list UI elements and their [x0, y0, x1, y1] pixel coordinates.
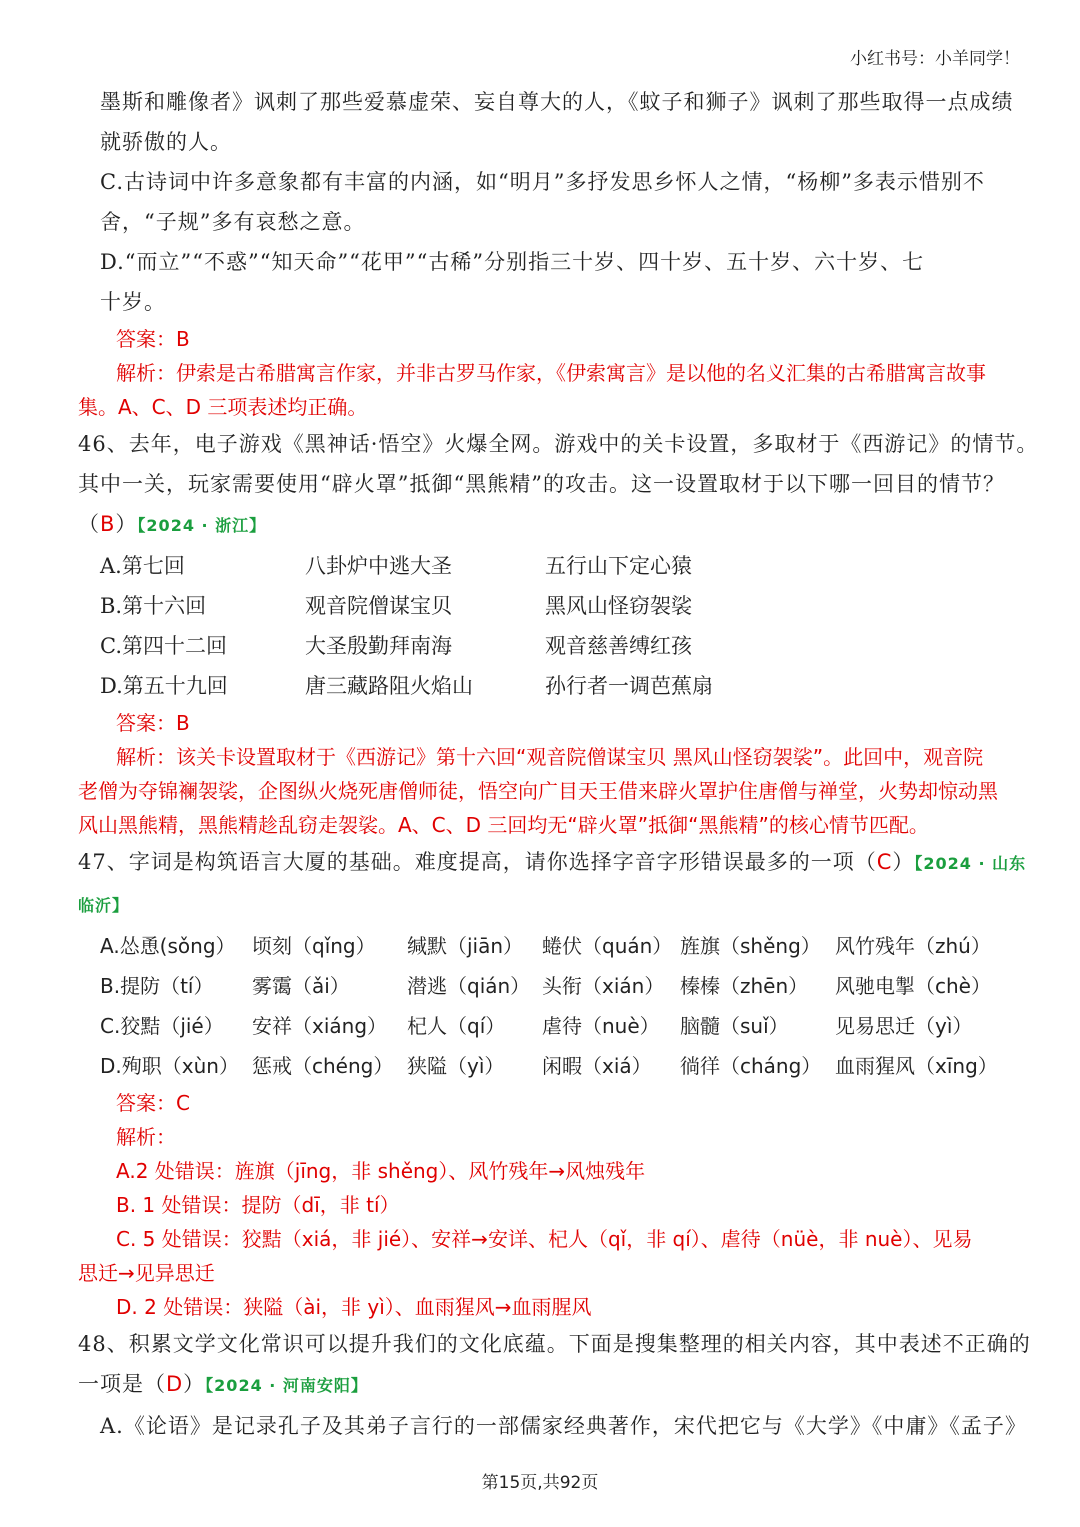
- option-title-2: 五行山下定心猿: [545, 554, 692, 578]
- prev-line-1: 墨斯和雕像者》讽刺了那些爱慕虚荣、妄自尊大的人，《蚊子和狮子》讽刺了那些取得一点成绩: [100, 90, 1014, 114]
- option-title-1: 观音院僧谋宝贝: [305, 594, 452, 618]
- q48-option-a: A.《论语》是记录孔子及其弟子言行的一部儒家经典著作，宋代把它与《大学》《中庸》《孟子》: [100, 1414, 1027, 1438]
- prev-line-2: 就骄傲的人。: [100, 130, 232, 154]
- q46-line-1: 46、去年，电子游戏《黑神话·悟空》火爆全网。游戏中的关卡设置，多取材于《西游记》的情节。: [78, 432, 1039, 456]
- option-title-2: 观音慈善缚红孩: [545, 634, 692, 658]
- word-cell: 蜷伏（quán）: [542, 934, 673, 958]
- page-header: 小红书号：小羊同学！: [850, 49, 1020, 69]
- q47-line-1: [78, 842, 1027, 884]
- option-label: D.第五十九回: [100, 674, 228, 698]
- word-cell: 杞人（qí）: [407, 1014, 506, 1038]
- q47-analysis-b: B. 1 处错误：提防（dī，非 tí）: [116, 1193, 400, 1217]
- option-label: A.第七回: [100, 554, 185, 578]
- word-cell: 顷刻（qǐng）: [252, 934, 376, 958]
- q46-option-b: [78, 586, 1008, 626]
- q47-source-1: 【2024 · 山东: [914, 854, 1027, 873]
- word-cell: 血雨猩风（xīng）: [835, 1054, 998, 1078]
- word-cell: 旌旗（shěng）: [680, 934, 821, 958]
- word-cell: 缄默（jiān）: [407, 934, 524, 958]
- q46-analysis-3: 风山黑熊精，黑熊精趁乱窃走袈裟。A、C、D 三回均无“辟火罩”抵御“黑熊精”的核心情节匹配。: [78, 813, 929, 837]
- q47-choice: C: [876, 850, 893, 874]
- option-title-2: 黑风山怪窃袈裟: [545, 594, 692, 618]
- word-cell: 风竹残年（zhú）: [835, 934, 991, 958]
- q47-row-d: [78, 1046, 1008, 1086]
- q47-analysis-label: 解析：: [116, 1125, 176, 1149]
- q48-line-1: 48、积累文学文化常识可以提升我们的文化底蕴。下面是搜集整理的相关内容，其中表述不正确的: [78, 1332, 1031, 1356]
- word-cell: 榛榛（zhēn）: [680, 974, 809, 998]
- prev-analysis-2: 集。A、C、D 三项表述均正确。: [78, 395, 368, 419]
- q46-answer: 答案：B: [116, 711, 190, 735]
- option-label: B.第十六回: [100, 594, 207, 618]
- paren-close: ）: [183, 1372, 206, 1396]
- word-cell: B.提防（tí）: [100, 974, 214, 998]
- word-cell: 见易思迁（yì）: [835, 1014, 973, 1038]
- word-cell: 虐待（nuè）: [542, 1014, 660, 1038]
- word-cell: C.狡黠（jié）: [100, 1014, 224, 1038]
- word-cell: 脑髓（suǐ）: [680, 1014, 789, 1038]
- word-cell: 惩戒（chéng）: [252, 1054, 394, 1078]
- q46-option-c: [78, 626, 1008, 666]
- paren-close: ）: [892, 850, 915, 874]
- prev-option-c-1: C.古诗词中许多意象都有丰富的内涵，如“明月”多抒发思乡怀人之情，“杨柳”多表示惜别不: [100, 170, 985, 194]
- q46-analysis-2: 老僧为夺锦襕袈裟，企图纵火烧死唐僧师徒，悟空向广目天王借来辟火罩护住唐僧与禅堂，火势却惊动黑: [78, 779, 998, 803]
- q46-analysis-1: 解析：该关卡设置取材于《西游记》第十六回“观音院僧谋宝贝 黑风山怪窃袈裟”。此回中，观音院: [116, 745, 984, 769]
- word-cell: 徜徉（cháng）: [680, 1054, 822, 1078]
- word-cell: 狭隘（yì）: [407, 1054, 505, 1078]
- q48-source: 【2024 · 河南安阳】: [205, 1376, 368, 1395]
- q47-stem: 47、字词是构筑语言大厦的基础。难度提高，请你选择字音字形错误最多的一项（: [78, 850, 877, 874]
- q48-stem-end: 一项是（: [78, 1372, 166, 1396]
- word-cell: 雾霭（ǎi）: [252, 974, 350, 998]
- q47-row-b: [78, 966, 1008, 1006]
- q47-source-2: 临沂】: [78, 896, 130, 915]
- paren-open: （: [78, 512, 100, 536]
- word-cell: D.殉职（xùn）: [100, 1054, 239, 1078]
- q47-line-2: [78, 884, 1008, 926]
- prev-option-d-1: D.“而立”“不惑”“知天命”“花甲”“古稀”分别指三十岁、四十岁、五十岁、六十岁、七: [100, 250, 925, 274]
- word-cell: 闲暇（xiá）: [542, 1054, 652, 1078]
- page-content: [78, 82, 1039, 1446]
- q47-answer: 答案：C: [116, 1091, 190, 1115]
- option-title-1: 八卦炉中逃大圣: [305, 554, 452, 578]
- q48-line-2: [78, 1364, 1008, 1406]
- option-title-2: 孙行者一调芭蕉扇: [545, 674, 713, 698]
- q47-analysis-c-1: C. 5 处错误：狡黠（xiá，非 jié）、安祥→安详、杞人（qǐ，非 qí）、虐待（nüè，非 nuè）、见易: [116, 1227, 973, 1251]
- word-cell: 安祥（xiáng）: [252, 1014, 388, 1038]
- prev-option-d-2: 十岁。: [100, 290, 166, 314]
- q47-row-a: [78, 926, 1008, 966]
- word-cell: 潜逃（qián）: [407, 974, 531, 998]
- paren-close: ）: [115, 512, 138, 536]
- q46-line-2: 其中一关，玩家需要使用“辟火罩”抵御“黑熊精”的攻击。这一设置取材于以下哪一回目的情节？: [78, 472, 1005, 496]
- word-cell: 头衔（xián）: [542, 974, 665, 998]
- q46-answer-line: [78, 504, 1008, 546]
- page-footer: 第15页,共92页: [481, 1473, 599, 1493]
- word-cell: A.怂恿(sǒng）: [100, 934, 236, 958]
- q48-choice: D: [166, 1372, 184, 1396]
- option-title-1: 大圣殷勤拜南海: [305, 634, 452, 658]
- q47-analysis-c-2: 思迁→见异思迁: [78, 1261, 215, 1285]
- prev-option-c-2: 舍，“子规”多有哀愁之意。: [100, 210, 366, 234]
- word-cell: 风驰电掣（chè）: [835, 974, 991, 998]
- option-title-1: 唐三藏路阻火焰山: [305, 674, 473, 698]
- q47-analysis-a: A.2 处错误：旌旗（jīng，非 shěng）、风竹残年→风烛残年: [116, 1159, 646, 1183]
- q46-option-d: [78, 666, 1008, 706]
- q47-row-c: [78, 1006, 1008, 1046]
- q47-analysis-d: D. 2 处错误：狭隘（ài，非 yì）、血雨猩风→血雨腥风: [116, 1295, 592, 1319]
- q46-choice: B: [100, 512, 116, 536]
- prev-answer: 答案：B: [116, 327, 190, 351]
- option-label: C.第四十二回: [100, 634, 227, 658]
- q46-option-a: [78, 546, 1008, 586]
- prev-analysis-1: 解析：伊索是古希腊寓言作家，并非古罗马作家，《伊索寓言》是以他的名义汇集的古希腊寓言故事: [116, 361, 986, 385]
- q46-source: 【2024 · 浙江】: [137, 516, 267, 535]
